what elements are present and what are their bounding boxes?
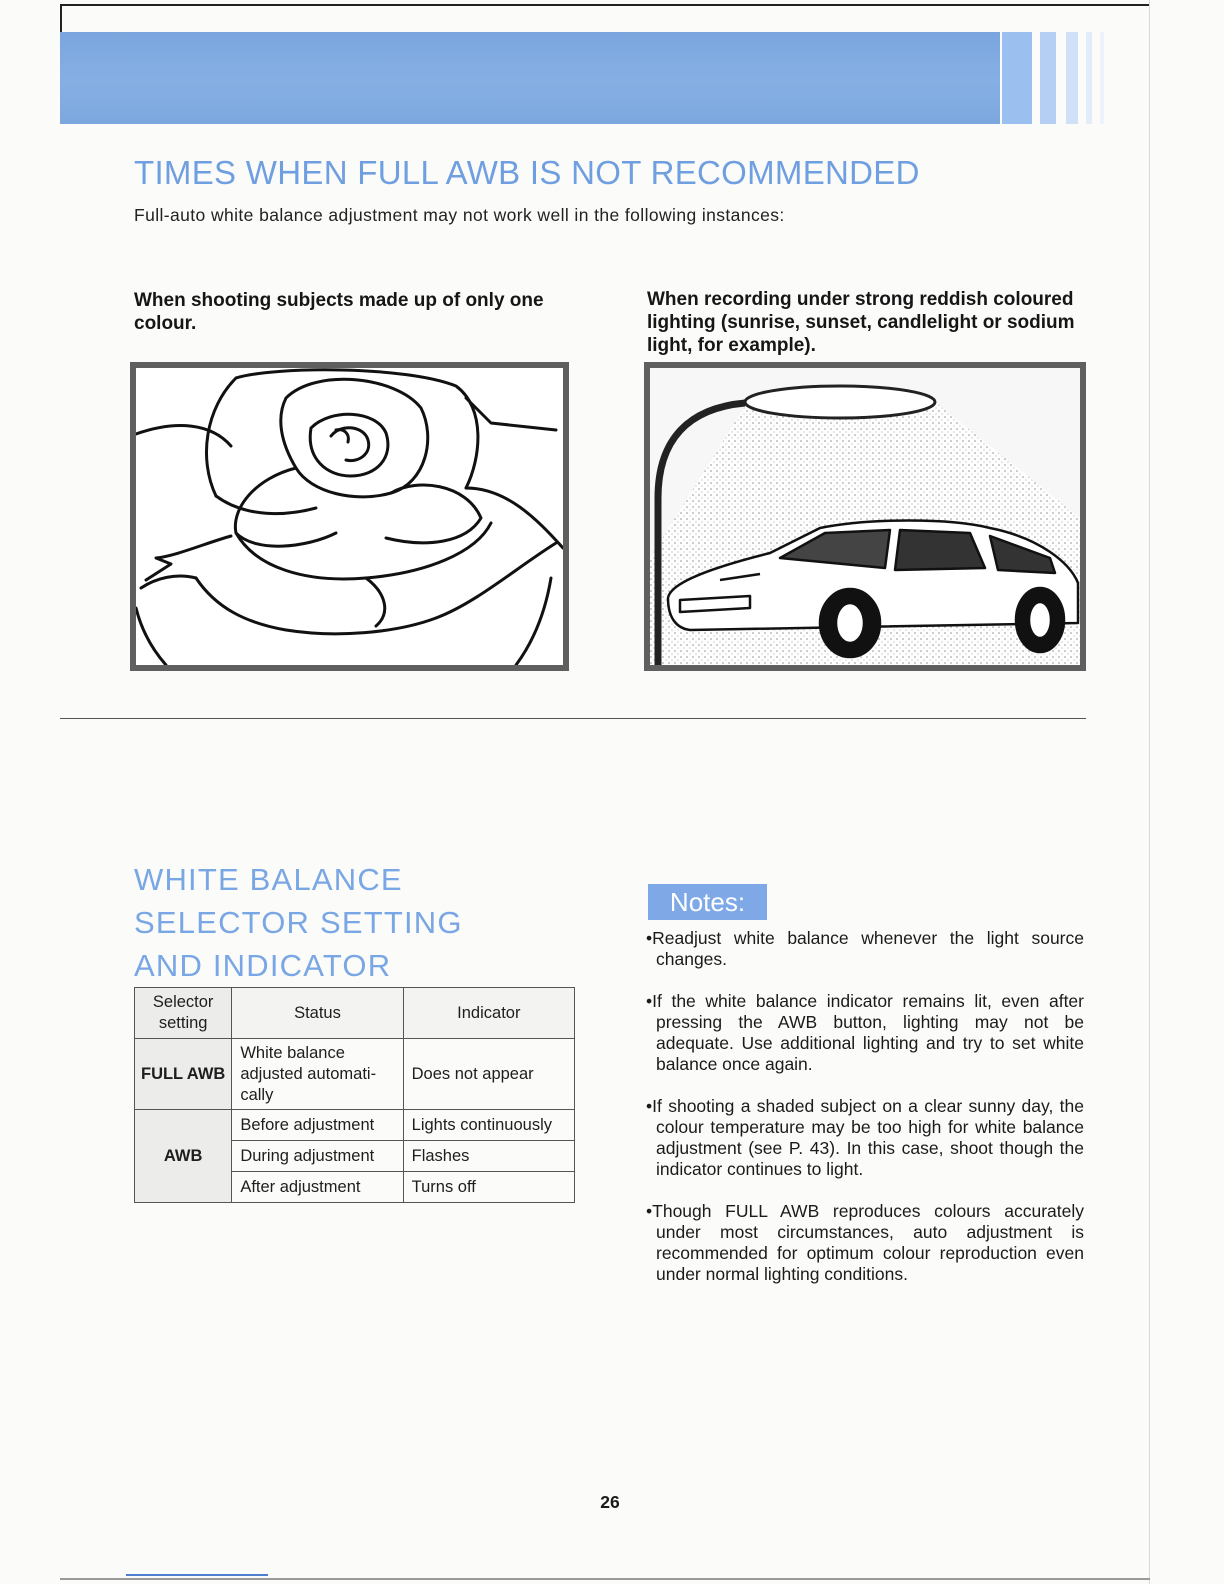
header-tab bbox=[1066, 32, 1078, 124]
title-line: SELECTOR SETTING bbox=[134, 905, 463, 940]
note-item: • If shooting a shaded subject on a clear sunny day, the colour temperature may be too high for white balance adjustment (see P. 43). In this case, shoot though the indicator continues to light. bbox=[646, 1096, 1084, 1180]
setting-cell: FULL AWB bbox=[135, 1039, 232, 1110]
bottom-rule bbox=[60, 1578, 1150, 1580]
status-cell: During adjustment bbox=[232, 1141, 403, 1172]
note-item: • Though FULL AWB reproduces colours accurately under most circumstances, auto adjustment is recommended for optimum colour reproduction even under normal lighting conditions. bbox=[646, 1201, 1084, 1285]
bottom-rule-accent bbox=[126, 1574, 268, 1576]
header-selector: Selector setting bbox=[135, 988, 232, 1039]
header-tab bbox=[1086, 32, 1092, 124]
car-under-street-lamp-icon bbox=[650, 368, 1080, 665]
page-edge bbox=[1149, 0, 1150, 1584]
table-row bbox=[135, 1039, 575, 1110]
indicator-cell: Lights continuously bbox=[403, 1110, 574, 1141]
section-title-full-awb: TIMES WHEN FULL AWB IS NOT RECOMMENDED bbox=[134, 154, 920, 191]
status-cell: White balance adjusted automati-cally bbox=[232, 1039, 403, 1110]
header-indicator: Indicator bbox=[403, 988, 574, 1039]
table-header-row bbox=[135, 988, 575, 1039]
notes-badge: Notes: bbox=[648, 884, 767, 920]
page-number: 26 bbox=[600, 1492, 620, 1512]
top-rule bbox=[62, 4, 1150, 6]
caption-one-colour: When shooting subjects made up of only one colour. bbox=[134, 290, 544, 334]
intro-text: Full-auto white balance adjustment may not work well in the following instances: bbox=[134, 205, 785, 225]
header-tab bbox=[1002, 32, 1032, 124]
section-title-selector bbox=[134, 858, 534, 987]
notes-list bbox=[646, 928, 1084, 1306]
header-band bbox=[60, 32, 1000, 124]
street-lamp-illustration bbox=[644, 362, 1086, 671]
rose-illustration bbox=[130, 362, 569, 671]
header-status: Status bbox=[232, 988, 403, 1039]
indicator-cell: Turns off bbox=[403, 1172, 574, 1203]
white-balance-table bbox=[134, 987, 575, 1203]
status-cell: Before adjustment bbox=[232, 1110, 403, 1141]
header-tab bbox=[1040, 32, 1056, 124]
note-item: • If the white balance indicator remains lit, even after pressing the AWB button, lighting may not be adequate. Use additional lighting and try to set white balance once again. bbox=[646, 991, 1084, 1075]
caption-reddish-lighting: When recording under strong reddish coloured lighting (sunrise, sunset, candlelight or sodium light, for example). bbox=[647, 289, 1075, 356]
title-line: WHITE BALANCE bbox=[134, 862, 403, 897]
setting-cell: AWB bbox=[135, 1110, 232, 1203]
indicator-cell: Flashes bbox=[403, 1141, 574, 1172]
title-line: AND INDICATOR bbox=[134, 948, 392, 983]
note-item: • Readjust white balance whenever the light source changes. bbox=[646, 928, 1084, 970]
left-rule bbox=[60, 4, 62, 34]
status-cell: After adjustment bbox=[232, 1172, 403, 1203]
table-row bbox=[135, 1110, 575, 1141]
indicator-cell: Does not appear bbox=[403, 1039, 574, 1110]
header-tab bbox=[1100, 32, 1104, 124]
section-divider bbox=[60, 718, 1086, 719]
rose-icon bbox=[136, 368, 563, 665]
